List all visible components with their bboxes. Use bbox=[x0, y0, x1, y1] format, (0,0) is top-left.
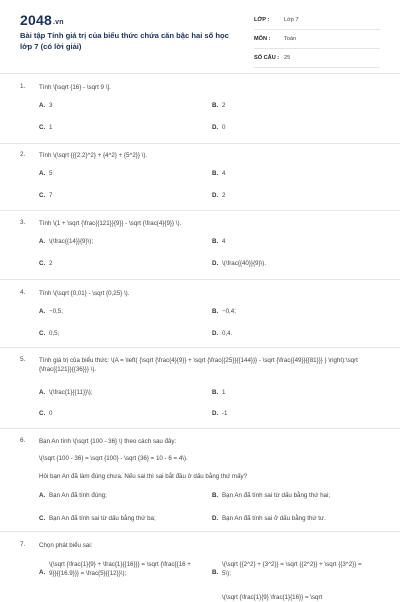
question-number: 1. bbox=[20, 83, 26, 90]
question-text: Tính giá trị của biểu thức: \(A = \left( {\sqrt {\frac{4}{9}} + \sqrt {\frac{{25}}{{144}}} - \sqrt {\frac{{49}}{{81}}} } \right):\sqrt {\frac{{121}}{{36}}} \). bbox=[39, 357, 358, 373]
option-text: −0,4; bbox=[222, 308, 236, 315]
meta-value: Lớp 7 bbox=[284, 17, 299, 23]
question-text: Tính \(\sqrt {{{2.2}^2} + {4^2} + {5^2}} \). bbox=[39, 152, 148, 159]
question-line: Hỏi bạn An đã làm đúng chưa. Nếu sai thì sai bắt đầu ở dấu bằng thứ mấy? bbox=[39, 473, 248, 480]
option-label: C. bbox=[39, 330, 46, 337]
option-text: 4 bbox=[222, 170, 226, 177]
option-text: \(\sqrt {{2^2} + {3^2}} = \sqrt {{2^2}} + \sqrt {{3^2}} = 5\); bbox=[222, 561, 362, 577]
meta-key: LỚP : bbox=[254, 17, 270, 23]
document-title: Bài tập Tính giá trị của biểu thức chứa căn bậc hai số học lớp 7 (có lời giải) bbox=[20, 31, 229, 51]
option-label: C. bbox=[39, 515, 46, 522]
option-label: A. bbox=[39, 170, 46, 177]
logo-tld: .vn bbox=[52, 19, 64, 26]
option-label: A. bbox=[39, 102, 46, 109]
option-text: 2 bbox=[49, 260, 53, 267]
question-number: 5. bbox=[20, 356, 26, 363]
option-label: A. bbox=[39, 389, 46, 396]
option-text: 1 bbox=[222, 389, 226, 396]
meta-value: Toán bbox=[284, 36, 297, 42]
question-divider bbox=[0, 347, 400, 348]
option-text: 7 bbox=[49, 192, 53, 199]
site-logo[interactable] bbox=[20, 12, 64, 28]
option-label: C. bbox=[39, 410, 46, 417]
meta-grade-row bbox=[254, 15, 380, 30]
question-number: 6. bbox=[20, 437, 26, 444]
option-text: 3 bbox=[49, 102, 53, 109]
meta-count-row bbox=[254, 53, 380, 68]
question-number: 4. bbox=[20, 289, 26, 296]
option-label: A. bbox=[39, 569, 46, 576]
option-text: 0 bbox=[222, 124, 226, 131]
meta-key: SỐ CÂU : bbox=[254, 55, 280, 61]
option-label: C. bbox=[39, 260, 46, 267]
option-label: B. bbox=[212, 492, 219, 499]
option-text: \(\frac{{14}}{9}\); bbox=[49, 238, 94, 245]
option-text: 4 bbox=[222, 238, 226, 245]
page-header bbox=[0, 0, 400, 70]
header-divider bbox=[0, 73, 400, 74]
document-meta bbox=[254, 15, 380, 72]
option-text: 0 bbox=[49, 410, 53, 417]
option-text: 5 bbox=[49, 170, 53, 177]
question-divider bbox=[0, 279, 400, 280]
question-number: 7. bbox=[20, 541, 26, 548]
question-line: \(\sqrt {100 - 36} = \sqrt {100} - \sqrt {36} = 10 - 6 = 4\). bbox=[39, 455, 188, 462]
question-text: Bạn An tính \(\sqrt {100 - 36} \) theo cách sau đây: bbox=[39, 438, 177, 445]
option-label: B. bbox=[212, 569, 219, 576]
meta-key: MÔN : bbox=[254, 36, 271, 42]
option-label: D. bbox=[212, 192, 219, 199]
question-number: 2. bbox=[20, 151, 26, 158]
option-label: B. bbox=[212, 102, 219, 109]
option-text: 2 bbox=[222, 102, 226, 109]
option-label: B. bbox=[212, 238, 219, 245]
option-text: 2 bbox=[222, 192, 226, 199]
question-divider bbox=[0, 143, 400, 144]
option-label: D. bbox=[212, 515, 219, 522]
option-text: Bạn An đã tính sai từ dấu bằng thứ hai; bbox=[222, 492, 331, 499]
option-text: −0,5; bbox=[49, 308, 63, 315]
meta-value: 25 bbox=[284, 55, 291, 61]
option-text: 1 bbox=[49, 124, 53, 131]
option-text: Bạn An đã tính đúng; bbox=[49, 492, 107, 499]
question-text: Tính \[\sqrt {16} - \sqrt 9 \]. bbox=[39, 84, 111, 91]
option-label: D. bbox=[212, 260, 219, 267]
option-label: B. bbox=[212, 389, 219, 396]
option-text: Bạn An đã tính sai từ dấu bằng thứ ba; bbox=[49, 515, 156, 522]
question-text: Tính \(\sqrt {0,01} - \sqrt {0,25} \). bbox=[39, 290, 130, 297]
option-label: D. bbox=[212, 330, 219, 337]
meta-subject-row bbox=[254, 34, 380, 49]
option-label: B. bbox=[212, 308, 219, 315]
option-text: \(\sqrt {\frac{1}{9} + \frac{1}{{16}}} = \sqrt {\frac{{16 + 9}}{{16.9}}} = \frac{5}{{12}}\); bbox=[49, 561, 191, 577]
option-label: D. bbox=[212, 410, 219, 417]
option-text: \(\frac{{40}}{9}\). bbox=[222, 260, 267, 267]
option-label: D. bbox=[212, 124, 219, 131]
question-text: Tính \(1 + \sqrt {\frac{{121}}{9}} - \sqrt {\frac{4}{9}} \). bbox=[39, 220, 182, 227]
option-label: A. bbox=[39, 492, 46, 499]
logo-text: 2048 bbox=[20, 12, 52, 28]
option-text: \(\frac{1}{{11}}\); bbox=[49, 389, 93, 396]
option-text: 0,5; bbox=[49, 330, 60, 337]
question-divider bbox=[0, 428, 400, 429]
option-label: C. bbox=[39, 124, 46, 131]
option-text: -1 bbox=[222, 410, 228, 417]
question-text: Chọn phát biểu sai: bbox=[39, 542, 93, 549]
question-number: 3. bbox=[20, 219, 26, 226]
option-label: A. bbox=[39, 238, 46, 245]
option-label: A. bbox=[39, 308, 46, 315]
option-label: C. bbox=[39, 192, 46, 199]
option-label: B. bbox=[212, 170, 219, 177]
question-divider bbox=[0, 531, 400, 532]
option-text: 0,4. bbox=[222, 330, 233, 337]
option-text: \(\sqrt {\frac{1}{9} \frac{1}{16}} = \sqrt bbox=[222, 594, 323, 601]
question-divider bbox=[0, 210, 400, 211]
option-text: Bạn An đã tính sai ở dấu bằng thứ tư. bbox=[222, 515, 326, 522]
